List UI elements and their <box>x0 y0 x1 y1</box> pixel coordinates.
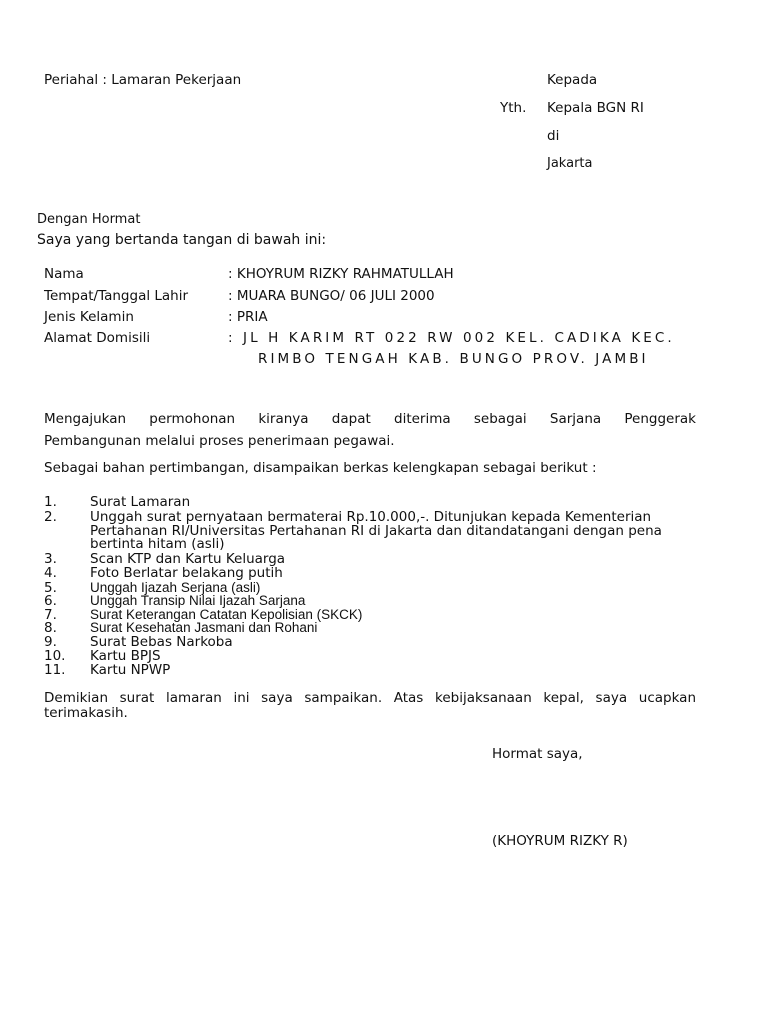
list-number: 8. <box>44 620 57 636</box>
list-text: Surat Bebas Narkoba <box>90 634 233 650</box>
paragraph-request-line1: Mengajukan permohonan kiranya dapat diterima sebagai Sarjana Penggerak <box>44 411 696 427</box>
list-text: Unggah Transip Nilai Ijazah Sarjana <box>90 593 306 608</box>
field-value: : PRIA <box>228 309 268 325</box>
recipient-name: Kepala BGN RI <box>547 100 644 116</box>
intro-text: Saya yang bertanda tangan di bawah ini: <box>37 232 327 248</box>
paragraph-attachments-intro: Sebagai bahan pertimbangan, disampaikan berkas kelengkapan sebagai berikut : <box>44 460 597 476</box>
list-number: 10. <box>44 648 66 664</box>
paragraph-request-line2: Pembangunan melalui proses penerimaan pegawai. <box>44 433 395 449</box>
recipient-di: di <box>547 128 560 144</box>
field-value: : JL H KARIM RT 022 RW 002 KEL. CADIKA KEC. <box>228 330 675 346</box>
closing-line1: Demikian surat lamaran ini saya sampaikan. Atas kebijaksanaan kepal, saya ucapkan <box>44 690 696 706</box>
list-number: 5. <box>44 580 57 596</box>
list-text: Scan KTP dan Kartu Keluarga <box>90 551 286 567</box>
list-text: Surat Lamaran <box>90 494 191 510</box>
list-text-continuation: bertinta hitam (asli) <box>90 536 225 552</box>
signature-salutation: Hormat saya, <box>492 746 583 762</box>
list-text: Kartu BPJS <box>90 648 161 664</box>
list-text: Surat Kesehatan Jasmani dan Rohani <box>90 620 318 635</box>
field-label: Nama <box>44 266 84 282</box>
list-text: Unggah Ijazah Serjana (asli) <box>90 580 261 595</box>
list-text: Kartu NPWP <box>90 662 171 678</box>
closing-line2: terimakasih. <box>44 705 128 721</box>
list-number: 2. <box>44 509 57 525</box>
list-number: 1. <box>44 494 57 510</box>
list-text: Foto Berlatar belakang putih <box>90 565 283 581</box>
recipient-yth: Yth. <box>500 100 527 116</box>
list-number: 6. <box>44 593 57 609</box>
list-text: Surat Keterangan Catatan Kepolisian (SKCK) <box>90 607 363 622</box>
recipient-city: Jakarta <box>547 156 593 171</box>
field-value: : KHOYRUM RIZKY RAHMATULLAH <box>228 266 454 282</box>
list-text-continuation: Pertahanan RI/Universitas Pertahanan RI di Jakarta dan ditandatangani dengan pena <box>90 523 662 539</box>
list-number: 9. <box>44 634 57 650</box>
list-text: Unggah surat pernyataan bermaterai Rp.10.000,-. Ditunjukan kepada Kementerian <box>90 509 652 525</box>
field-label: Jenis Kelamin <box>44 309 134 325</box>
signature-name: (KHOYRUM RIZKY R) <box>492 833 628 849</box>
field-label: Alamat Domisili <box>44 330 151 346</box>
list-number: 4. <box>44 565 57 581</box>
list-number: 3. <box>44 551 57 567</box>
list-number: 7. <box>44 607 57 623</box>
address-continuation: RIMBO TENGAH KAB. BUNGO PROV. JAMBI <box>258 351 649 367</box>
field-label: Tempat/Tanggal Lahir <box>44 288 189 304</box>
greeting: Dengan Hormat <box>37 212 141 227</box>
list-number: 11. <box>44 662 66 678</box>
letter-subject: Periahal : Lamaran Pekerjaan <box>44 72 242 88</box>
field-value: : MUARA BUNGO/ 06 JULI 2000 <box>228 288 435 304</box>
recipient-kepada: Kepada <box>547 72 598 88</box>
